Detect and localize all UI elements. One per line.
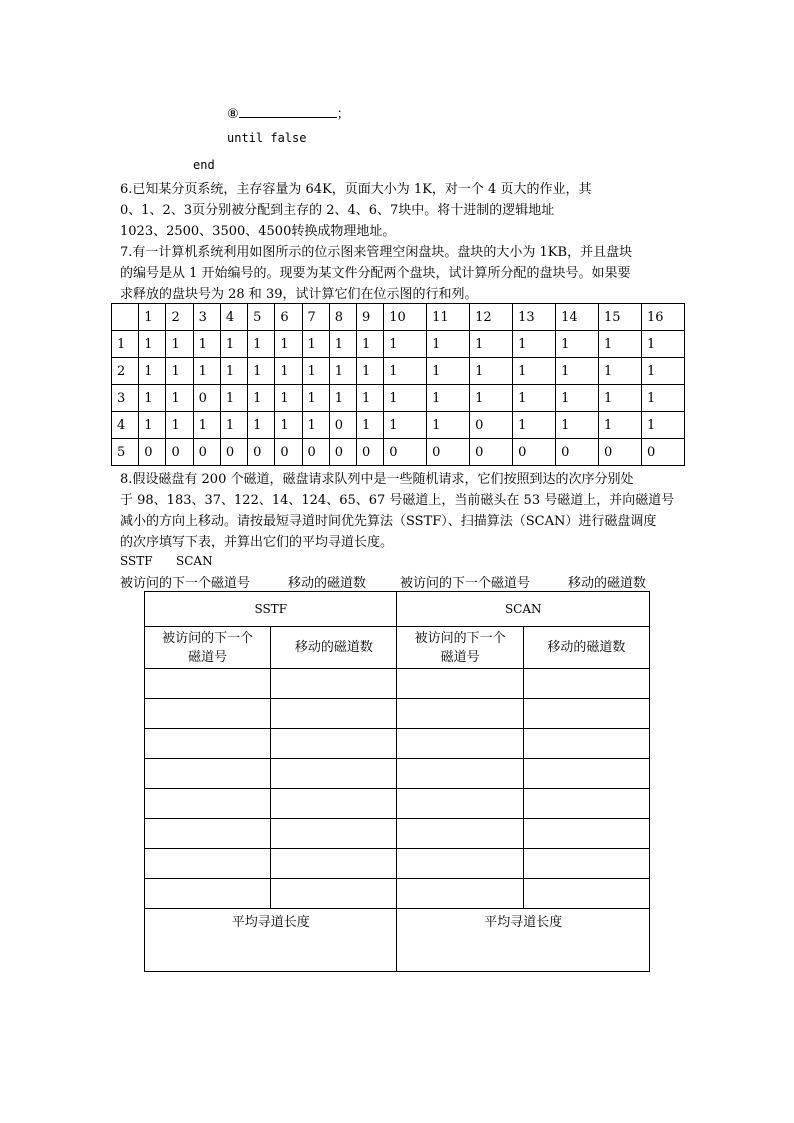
bitmap-column-header: 10	[384, 304, 427, 331]
bitmap-cell: 1	[470, 331, 513, 358]
header-moved-right: 移动的磁道数	[568, 576, 647, 591]
column-header-row	[145, 627, 650, 669]
q6-line1: 6.已知某分页系统，主存容量为 64K，页面大小为 1K，对一个 4 页大的作业，其	[120, 182, 592, 197]
answer-cell[interactable]	[397, 849, 523, 879]
bitmap-cell: 1	[556, 358, 599, 385]
bitmap-cell: 1	[248, 385, 275, 412]
bitmap-cell: 1	[139, 385, 166, 412]
moved-header-right: 移动的磁道数	[523, 627, 649, 669]
bitmap-cell: 1	[220, 358, 247, 385]
bitmap-cell: 1	[193, 331, 220, 358]
average-row	[145, 909, 650, 972]
q7-line2: 的编号是从 1 开始编号的。现要为某文件分配两个盘块，试计算所分配的盘块号。如果要	[120, 266, 631, 281]
bitmap-cell: 0	[329, 439, 356, 466]
bitmap-column-header: 5	[248, 304, 275, 331]
bitmap-cell: 1	[427, 331, 470, 358]
blank-end: ；	[336, 107, 350, 122]
bitmap-cell: 1	[248, 358, 275, 385]
answer-cell[interactable]	[271, 879, 397, 909]
answer-cell[interactable]	[523, 879, 649, 909]
bitmap-cell: 1	[356, 358, 383, 385]
algo-header-row	[145, 592, 650, 627]
bitmap-cell: 1	[470, 358, 513, 385]
bitmap-cell: 1	[220, 331, 247, 358]
answer-cell[interactable]	[145, 729, 271, 759]
header-next-track-left: 被访问的下一个磁道号	[120, 576, 251, 591]
answer-cell[interactable]	[145, 669, 271, 699]
table-row	[145, 879, 650, 909]
scan-header: SCAN	[397, 592, 650, 627]
bitmap-cell: 0	[599, 439, 642, 466]
bitmap-cell: 1	[356, 331, 383, 358]
bitmap-column-header: 15	[599, 304, 642, 331]
bitmap-cell: 1	[642, 412, 685, 439]
bitmap-cell: 1	[427, 412, 470, 439]
q8-line4: 的次序填写下表，并算出它们的平均寻道长度。	[120, 535, 394, 550]
bitmap-row	[112, 331, 685, 358]
bitmap-cell: 0	[427, 439, 470, 466]
q8-line2: 于 98、183、37、122、14、124、65、67 号磁道上，当前磁头在 53 号磁道上，并向磁道号	[120, 493, 675, 508]
answer-cell[interactable]	[523, 819, 649, 849]
bitmap-cell: 1	[599, 385, 642, 412]
bitmap-cell: 1	[556, 331, 599, 358]
answer-cell[interactable]	[397, 729, 523, 759]
bitmap-cell: 1	[302, 358, 329, 385]
q6-line3: 1023、2500、3500、4500转换成物理地址。	[120, 224, 396, 239]
bitmap-cell: 0	[329, 412, 356, 439]
disk-schedule-table	[144, 591, 650, 972]
code-blank-line	[227, 103, 350, 122]
scan-label: SCAN	[176, 554, 213, 568]
bitmap-cell: 1	[642, 385, 685, 412]
answer-cell[interactable]	[271, 819, 397, 849]
moved-header-left: 移动的磁道数	[271, 627, 397, 669]
bitmap-row	[112, 439, 685, 466]
bitmap-column-header: 6	[275, 304, 302, 331]
q7-line3: 求释放的盘块号为 28 和 39，试计算它们在位示图的行和列。	[120, 287, 478, 302]
answer-cell[interactable]	[397, 699, 523, 729]
bitmap-cell: 1	[556, 412, 599, 439]
answer-cell[interactable]	[271, 729, 397, 759]
table-row	[145, 669, 650, 699]
answer-blank[interactable]	[239, 105, 337, 118]
bitmap-cell: 1	[513, 331, 556, 358]
bitmap-row-header: 4	[112, 412, 139, 439]
bitmap-cell: 1	[599, 331, 642, 358]
q8-line1: 8.假设磁盘有 200 个磁道，磁盘请求队列中是一些随机请求，它们按照到达的次序分别处	[120, 472, 634, 487]
bitmap-cell: 1	[275, 412, 302, 439]
next-track-header-left	[145, 627, 271, 669]
answer-cell[interactable]	[271, 699, 397, 729]
bitmap-row	[112, 358, 685, 385]
bitmap-cell: 1	[642, 358, 685, 385]
bitmap-cell: 0	[139, 439, 166, 466]
answer-cell[interactable]	[271, 759, 397, 789]
bitmap-cell: 1	[166, 385, 193, 412]
bitmap-cell: 0	[513, 439, 556, 466]
table-row	[145, 789, 650, 819]
bitmap-cell: 0	[193, 385, 220, 412]
bitmap-column-header: 7	[302, 304, 329, 331]
bitmap-cell: 0	[384, 439, 427, 466]
bitmap-row-header: 3	[112, 385, 139, 412]
sstf-label: SSTF	[120, 554, 153, 568]
bitmap-row	[112, 412, 685, 439]
bitmap-column-header: 4	[220, 304, 247, 331]
bitmap-cell: 0	[470, 439, 513, 466]
table-row	[145, 699, 650, 729]
q8-line3: 减小的方向上移动。请按最短寻道时间优先算法（SSTF）、扫描算法（SCAN）进行磁盘调度	[120, 514, 657, 529]
answer-cell[interactable]	[397, 819, 523, 849]
bitmap-cell: 0	[302, 439, 329, 466]
next-track-left-line1: 被访问的下一个	[162, 630, 254, 646]
sstf-header: SSTF	[145, 592, 397, 627]
answer-cell[interactable]	[145, 879, 271, 909]
bitmap-cell: 1	[139, 358, 166, 385]
answer-cell[interactable]	[271, 789, 397, 819]
bitmap-cell: 1	[302, 331, 329, 358]
bitmap-cell: 1	[642, 331, 685, 358]
code-end: end	[193, 158, 215, 172]
bitmap-cell: 1	[302, 412, 329, 439]
bitmap-column-header: 11	[427, 304, 470, 331]
blank-label: ⑧	[227, 107, 239, 122]
bitmap-cell: 0	[356, 439, 383, 466]
bitmap-cell: 0	[166, 439, 193, 466]
bitmap-cell: 1	[139, 412, 166, 439]
bitmap-column-header: 13	[513, 304, 556, 331]
bitmap-cell: 1	[356, 385, 383, 412]
bitmap-cell: 1	[248, 331, 275, 358]
answer-cell[interactable]	[523, 759, 649, 789]
bitmap-row-header: 2	[112, 358, 139, 385]
bitmap-column-header: 16	[642, 304, 685, 331]
bitmap-cell: 1	[356, 412, 383, 439]
bitmap-cell: 0	[248, 439, 275, 466]
bitmap-cell: 1	[220, 412, 247, 439]
answer-cell[interactable]	[523, 729, 649, 759]
answer-cell[interactable]	[145, 789, 271, 819]
table-row	[145, 849, 650, 879]
answer-cell[interactable]	[145, 849, 271, 879]
answer-cell[interactable]	[523, 669, 649, 699]
code-until: until false	[227, 131, 307, 145]
next-track-header-right	[397, 627, 523, 669]
bitmap-cell: 1	[470, 385, 513, 412]
bitmap-cell: 1	[329, 385, 356, 412]
next-track-left-line2: 磁道号	[188, 649, 228, 665]
bitmap-column-header: 8	[329, 304, 356, 331]
bitmap-column-header: 9	[356, 304, 383, 331]
bitmap-column-header: 3	[193, 304, 220, 331]
bitmap-cell: 1	[275, 358, 302, 385]
bitmap-cell: 0	[220, 439, 247, 466]
bitmap-cell: 0	[556, 439, 599, 466]
bitmap-row-header: 1	[112, 331, 139, 358]
bitmap-cell: 0	[275, 439, 302, 466]
bitmap-cell: 1	[384, 385, 427, 412]
answer-cell[interactable]	[523, 699, 649, 729]
bitmap-row-header: 5	[112, 439, 139, 466]
next-track-right-line2: 磁道号	[440, 649, 480, 665]
bitmap-column-header: 1	[139, 304, 166, 331]
bitmap-column-header: 2	[166, 304, 193, 331]
bitmap-cell: 1	[384, 331, 427, 358]
table-row	[145, 819, 650, 849]
bitmap-table	[111, 303, 685, 466]
bitmap-cell: 0	[193, 439, 220, 466]
answer-cell[interactable]	[397, 789, 523, 819]
bitmap-cell: 1	[193, 358, 220, 385]
bitmap-cell: 0	[642, 439, 685, 466]
table-row	[145, 759, 650, 789]
bitmap-cell: 1	[275, 385, 302, 412]
answer-cell[interactable]	[397, 879, 523, 909]
answer-cell[interactable]	[397, 759, 523, 789]
bitmap-cell: 1	[166, 331, 193, 358]
bitmap-cell: 1	[599, 358, 642, 385]
answer-cell[interactable]	[271, 849, 397, 879]
bitmap-cell: 1	[556, 385, 599, 412]
answer-cell[interactable]	[145, 819, 271, 849]
bitmap-cell: 1	[427, 358, 470, 385]
bitmap-cell: 1	[513, 412, 556, 439]
table-row	[145, 729, 650, 759]
answer-cell[interactable]	[397, 669, 523, 699]
bitmap-cell: 1	[384, 358, 427, 385]
bitmap-row	[112, 385, 685, 412]
bitmap-cell: 1	[166, 412, 193, 439]
avg-seek-left[interactable]: 平均寻道长度	[145, 909, 397, 972]
bitmap-header-row	[112, 304, 685, 331]
answer-cell[interactable]	[145, 699, 271, 729]
bitmap-cell: 1	[599, 412, 642, 439]
bitmap-cell: 1	[248, 412, 275, 439]
bitmap-cell: 1	[193, 412, 220, 439]
answer-cell[interactable]	[523, 849, 649, 879]
bitmap-cell: 1	[384, 412, 427, 439]
bitmap-cell: 1	[275, 331, 302, 358]
bitmap-cell: 1	[513, 385, 556, 412]
bitmap-cell: 1	[166, 358, 193, 385]
bitmap-column-header	[112, 304, 139, 331]
q6-line2: 0、1、2、3页分别被分配到主存的 2、4、6、7块中。将十进制的逻辑地址	[120, 203, 555, 218]
bitmap-cell: 1	[329, 358, 356, 385]
bitmap-cell: 1	[139, 331, 166, 358]
next-track-right-line1: 被访问的下一个	[414, 630, 506, 646]
bitmap-cell: 1	[302, 385, 329, 412]
bitmap-cell: 1	[513, 358, 556, 385]
q7-line1: 7.有一计算机系统利用如图所示的位示图来管理空闲盘块。盘块的大小为 1KB，并且盘块	[120, 245, 633, 260]
bitmap-cell: 1	[220, 385, 247, 412]
bitmap-cell: 1	[329, 331, 356, 358]
answer-cell[interactable]	[145, 759, 271, 789]
header-moved-left: 移动的磁道数	[288, 576, 367, 591]
bitmap-column-header: 12	[470, 304, 513, 331]
bitmap-cell: 1	[427, 385, 470, 412]
header-next-track-right: 被访问的下一个磁道号	[400, 576, 531, 591]
answer-cell[interactable]	[523, 789, 649, 819]
bitmap-column-header: 14	[556, 304, 599, 331]
answer-cell[interactable]	[271, 669, 397, 699]
avg-seek-right[interactable]: 平均寻道长度	[397, 909, 650, 972]
bitmap-cell: 0	[470, 412, 513, 439]
